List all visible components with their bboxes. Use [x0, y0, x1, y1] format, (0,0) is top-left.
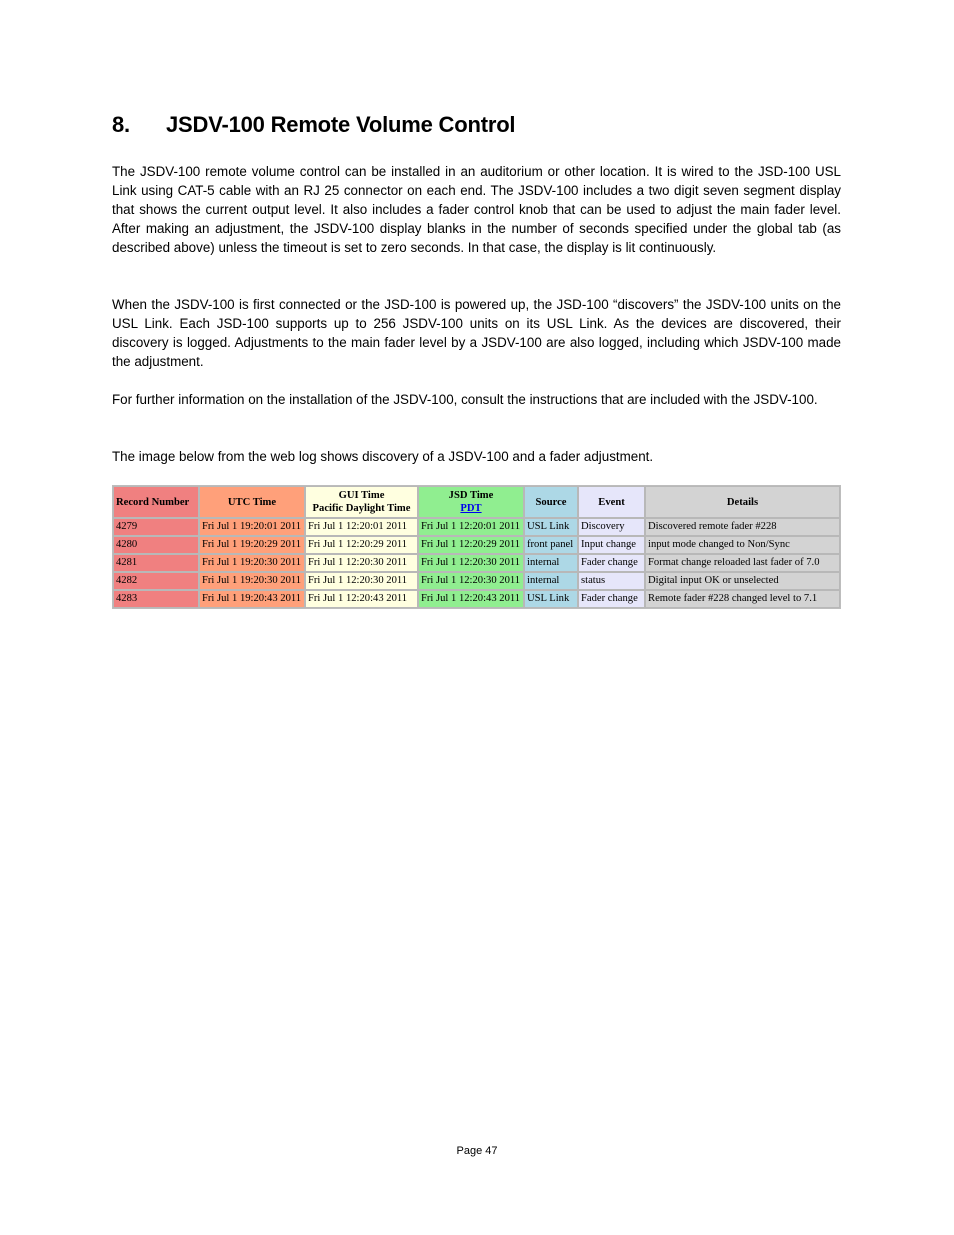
pdt-timezone-link[interactable]: PDT [460, 503, 482, 514]
section-title: JSDV-100 Remote Volume Control [166, 112, 516, 137]
header-gui-time-label: GUI Time [338, 490, 385, 501]
cell-utc-time: Fri Jul 1 19:20:30 2011 [199, 572, 305, 590]
cell-record-number: 4280 [113, 536, 199, 554]
table-row [113, 536, 840, 554]
cell-record-number: 4282 [113, 572, 199, 590]
cell-jsd-time: Fri Jul 1 12:20:01 2011 [418, 518, 524, 536]
cell-source: internal [524, 572, 578, 590]
cell-source: internal [524, 554, 578, 572]
cell-gui-time: Fri Jul 1 12:20:30 2011 [305, 554, 418, 572]
cell-details: Remote fader #228 changed level to 7.1 [645, 590, 840, 608]
cell-event: Fader change [578, 590, 645, 608]
paragraph-image-caption: The image below from the web log shows discovery of a JSDV-100 and a fader adjustment. [112, 449, 654, 464]
cell-source: USL Link [524, 518, 578, 536]
table-row [113, 572, 840, 590]
cell-record-number: 4283 [113, 590, 199, 608]
cell-gui-time: Fri Jul 1 12:20:43 2011 [305, 590, 418, 608]
cell-jsd-time: Fri Jul 1 12:20:43 2011 [418, 590, 524, 608]
table-row [113, 554, 840, 572]
header-gui-timezone: Pacific Daylight Time [312, 503, 411, 514]
table-row [113, 518, 840, 536]
cell-utc-time: Fri Jul 1 19:20:43 2011 [199, 590, 305, 608]
paragraph-intro: The JSDV-100 remote volume control can be installed in an auditorium or other location. It is wired to the JSD-100 USL Link using CAT-5 cable with an RJ 25 connector on each end. The JSDV-100 includes a two digit seven segment display that shows the current output level. It also includes a fader control knob that can be used to adjust the main fader level. After making an adjustment, the JSDV-100 display blanks in the number of seconds specified under the global tab (as described above) unless the timeout is set to zero seconds. In that case, the display is lit continuously. [112, 164, 841, 255]
header-jsd-time [418, 486, 524, 518]
cell-jsd-time: Fri Jul 1 12:20:29 2011 [418, 536, 524, 554]
cell-event: Input change [578, 536, 645, 554]
paragraph-further-info: For further information on the installation of the JSDV-100, consult the instructions that are included with the JSDV-100. [112, 392, 818, 407]
cell-source: front panel [524, 536, 578, 554]
cell-event: status [578, 572, 645, 590]
cell-jsd-time: Fri Jul 1 12:20:30 2011 [418, 572, 524, 590]
header-record-number: Record Number [113, 486, 199, 518]
web-log-table [112, 485, 841, 609]
cell-gui-time: Fri Jul 1 12:20:30 2011 [305, 572, 418, 590]
cell-utc-time: Fri Jul 1 19:20:29 2011 [199, 536, 305, 554]
page-number: Page 47 [456, 1145, 498, 1157]
cell-gui-time: Fri Jul 1 12:20:01 2011 [305, 518, 418, 536]
header-details: Details [645, 486, 840, 518]
header-source: Source [524, 486, 578, 518]
table-row [113, 590, 840, 608]
header-utc-time: UTC Time [199, 486, 305, 518]
cell-event: Fader change [578, 554, 645, 572]
section-number: 8. [112, 112, 130, 137]
cell-record-number: 4281 [113, 554, 199, 572]
table-header-row [113, 486, 840, 518]
header-jsd-time-label: JSD Time [448, 490, 494, 501]
cell-event: Discovery [578, 518, 645, 536]
cell-utc-time: Fri Jul 1 19:20:01 2011 [199, 518, 305, 536]
cell-details: Digital input OK or unselected [645, 572, 840, 590]
cell-details: Format change reloaded last fader of 7.0 [645, 554, 840, 572]
cell-details: Discovered remote fader #228 [645, 518, 840, 536]
cell-record-number: 4279 [113, 518, 199, 536]
cell-details: input mode changed to Non/Sync [645, 536, 840, 554]
header-event: Event [578, 486, 645, 518]
cell-jsd-time: Fri Jul 1 12:20:30 2011 [418, 554, 524, 572]
cell-gui-time: Fri Jul 1 12:20:29 2011 [305, 536, 418, 554]
header-gui-time [305, 486, 418, 518]
cell-utc-time: Fri Jul 1 19:20:30 2011 [199, 554, 305, 572]
paragraph-discovery: When the JSDV-100 is first connected or the JSD-100 is powered up, the JSD-100 “discovers” the JSDV-100 units on the USL Link. Each JSD-100 supports up to 256 JSDV-100 units on its USL Link. As the devices are discovered, their discovery is logged. Adjustments to the main fader level by a JSDV-100 are also logged, including which JSDV-100 made the adjustment. [112, 297, 841, 369]
cell-source: USL Link [524, 590, 578, 608]
section-heading [112, 112, 515, 138]
